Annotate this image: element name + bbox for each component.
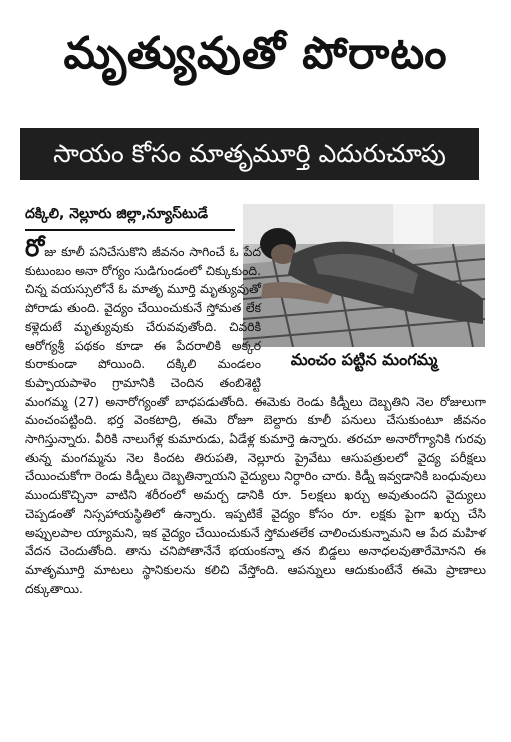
photo-caption: మంచం పట్టిన మంగమ్మ	[290, 350, 438, 369]
dateline-rule	[25, 229, 235, 231]
dateline: దక్కిలి, నెల్లూరు జిల్లా,న్యూస్‌టుడే	[25, 206, 208, 222]
article-text: జు కూలీ పనిచేసుకొని జీవనం సాగించే ఓ పేద కుటుంబం అనా రోగ్యం సుడిగుండంలో చిక్కుకుంది. చిన్న వయస్సులోనే ఓ మాతృ మూర్తి మృత్యువుతో పోరాడు తుంది. వైద్యం చేయించుకునే స్తోమత లేక కళ్లెదుటే మృత్యువుకు చేరువవుతోంది. చివరికి ఆరోగ్యశ్రీ పథకం కూడా ఈ పేదరాలికి అక్కర కురాకుండా పోయింది. దక్కిలి మండలం కుప్పాయపాళెం గ్రామానికి చెందిన తంబిశెట్టి మంగమ్మ (27) అనారోగ్యంతో బాధపడుతోంది. ఈమెకు రెండు కిడ్నీలు దెబ్బతిని నెల రోజులుగా మంచంపట్టింది. భర్త వెంకటాద్రి, ఈమె రోజూ బెల్దారు కూలీ పనులు చేసుకుంటూ జీవనం సాగిస్తున్నారు. వీరికి నాలుగేళ్ల కుమారుడు, ఏడేళ్ల కుమార్తె ఉన్నారు. తరచూ అనారోగ్యానికి గురవు తున్న మంగమ్మను నెల కిందట తిరుపతి, నెల్లూరు ప్రైవేటు ఆసుపత్రులలో వైద్య పరీక్షలు చేయించుకోగా రెండు కిడ్నీలు దెబ్బతిన్నాయని వైద్యులు నిర్ధారిం చారు. కిడ్నీ ఇవ్వడానికి బంధువులు ముందుకొచ్చినా వాటిని శరీరంలో అమర్చ డానికి రూ. 5లక్షలు ఖర్చు అవుతుందని వైద్యులు చెప్పడంతో నిస్సహాయస్థితిలో ఉన్నారు. ఇప్పటికే వైద్యం కోసం రూ. లక్షకు పైగా ఖర్చు చేసి అప్పులపాల య్యామని, ఇక వైద్యం చేయించుకునే స్తోమతలేక చాలించుకున్నామని ఆ పేద మహిళ వేదన చెందుతోంది. తాను చనిపోతానేనే భయంకన్నా తన బిడ్డలు అనాధలవుతారేమోనని ఈ మాతృమూర్తి మాటలు స్థానికులను కలిచి వేస్తోంది. ఆపన్నులు ఆదుకుంటేనే ఈమె ప్రాణాలు దక్కుతాయి.	[25, 245, 486, 596]
article-body	[25, 234, 486, 598]
drop-cap: రో	[25, 234, 45, 262]
headline: మృత్యువుతో పోరాటం	[63, 28, 448, 79]
subheadline-banner: సాయం కోసం మాతృమూర్తి ఎదురుచూపు	[20, 128, 479, 180]
